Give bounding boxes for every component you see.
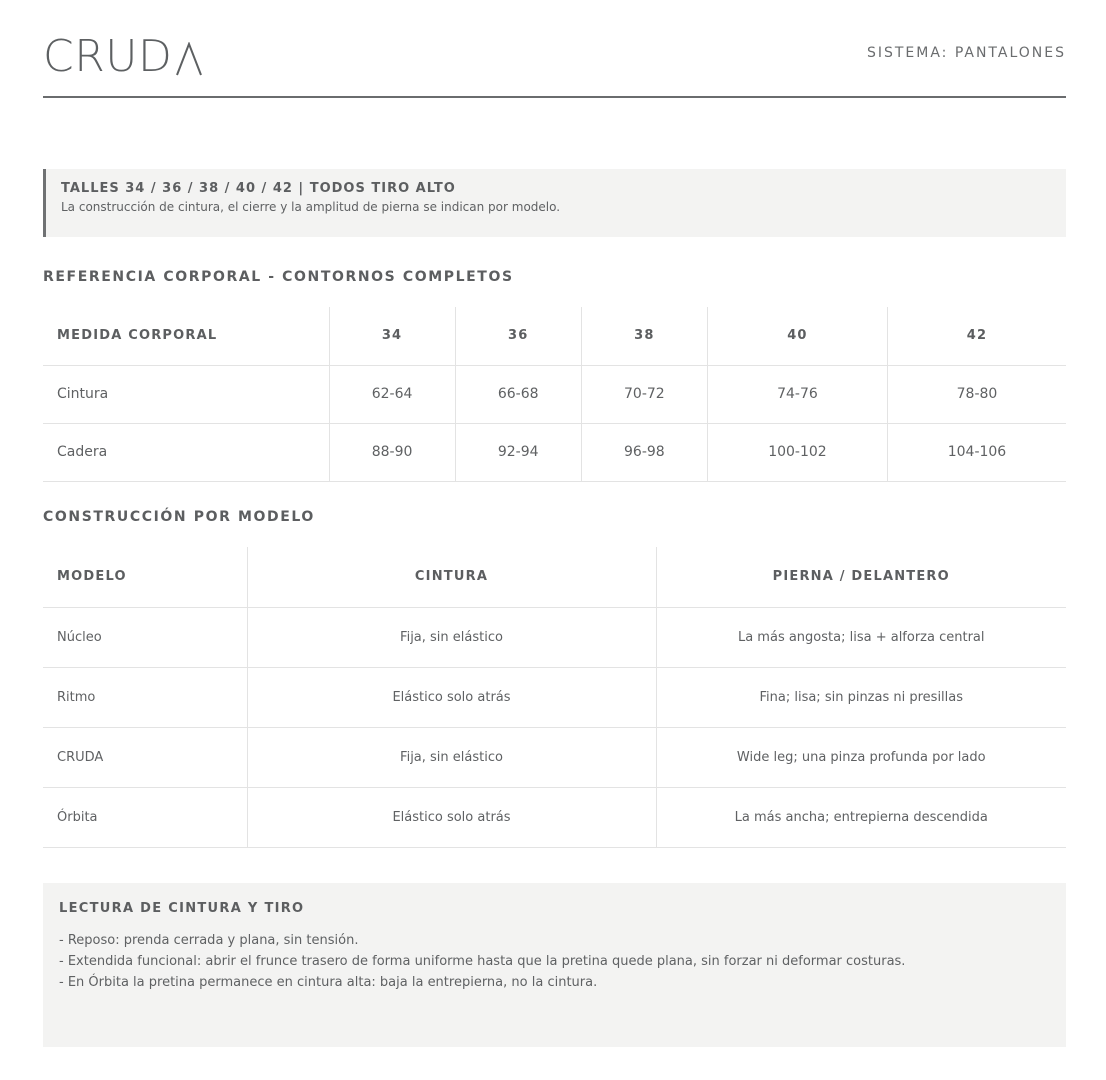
list-item: - Extendida funcional: abrir el frunce trasero de forma uniforme hasta que la pretina quede plana, sin forzar ni deformar costuras. [59,954,906,969]
table-row [43,365,1066,423]
table-cell: 96-98 [581,423,707,481]
row-label: Cadera [43,423,329,481]
body-reference-table [43,307,1066,482]
table-cell: 78-80 [887,365,1066,423]
list-item: - En Órbita la pretina permanece en cintura alta: baja la entrepierna, no la cintura. [59,975,598,990]
brand-name: CRUD [43,31,173,82]
leg-cell: La más angosta; lisa + alforza central [656,607,1066,667]
model-name: Núcleo [43,607,247,667]
page-header [43,0,1066,98]
table-cell: 92-94 [455,423,581,481]
waist-cell: Elástico solo atrás [247,787,656,847]
column-header: 42 [887,307,1066,365]
table-row [43,727,1066,787]
brand-lambda-mark [176,42,202,76]
model-name: Órbita [43,787,247,847]
column-header: 34 [329,307,455,365]
sizes-note [43,169,1066,237]
column-header: 36 [455,307,581,365]
leg-cell: Wide leg; una pinza profunda por lado [656,727,1066,787]
brand-logo [43,32,202,82]
table-cell: 74-76 [707,365,887,423]
leg-cell: Fina; lisa; sin pinzas ni presillas [656,667,1066,727]
table-header-row [43,547,1066,607]
table-cell: 100-102 [707,423,887,481]
column-header: CINTURA [247,547,656,607]
body-reference-title: REFERENCIA CORPORAL - CONTORNOS COMPLETOS [43,269,514,285]
table-row [43,607,1066,667]
construction-table [43,547,1066,848]
leg-cell: La más ancha; entrepierna descendida [656,787,1066,847]
table-row [43,667,1066,727]
table-row [43,423,1066,481]
column-header: PIERNA / DELANTERO [656,547,1066,607]
column-header: 38 [581,307,707,365]
construction-title: CONSTRUCCIÓN POR MODELO [43,509,315,525]
table-cell: 70-72 [581,365,707,423]
reading-list [59,930,1050,993]
reading-title: LECTURA DE CINTURA Y TIRO [59,901,305,916]
table-row [43,787,1066,847]
column-header: MEDIDA CORPORAL [43,307,329,365]
system-label: SISTEMA: PANTALONES [866,45,1066,61]
table-header-row [43,307,1066,365]
sizes-note-text: La construcción de cintura, el cierre y la amplitud de pierna se indican por modelo. [61,200,561,214]
reading-panel [43,883,1066,1047]
waist-cell: Fija, sin elástico [247,727,656,787]
column-header: 40 [707,307,887,365]
table-cell: 66-68 [455,365,581,423]
table-cell: 88-90 [329,423,455,481]
row-label: Cintura [43,365,329,423]
model-name: Ritmo [43,667,247,727]
waist-cell: Fija, sin elástico [247,607,656,667]
column-header: MODELO [43,547,247,607]
table-cell: 104-106 [887,423,1066,481]
table-cell: 62-64 [329,365,455,423]
list-item: - Reposo: prenda cerrada y plana, sin tensión. [59,933,359,948]
model-name: CRUDA [43,727,247,787]
waist-cell: Elástico solo atrás [247,667,656,727]
sizes-note-title: TALLES 34 / 36 / 38 / 40 / 42 | TODOS TIRO ALTO [61,181,456,196]
